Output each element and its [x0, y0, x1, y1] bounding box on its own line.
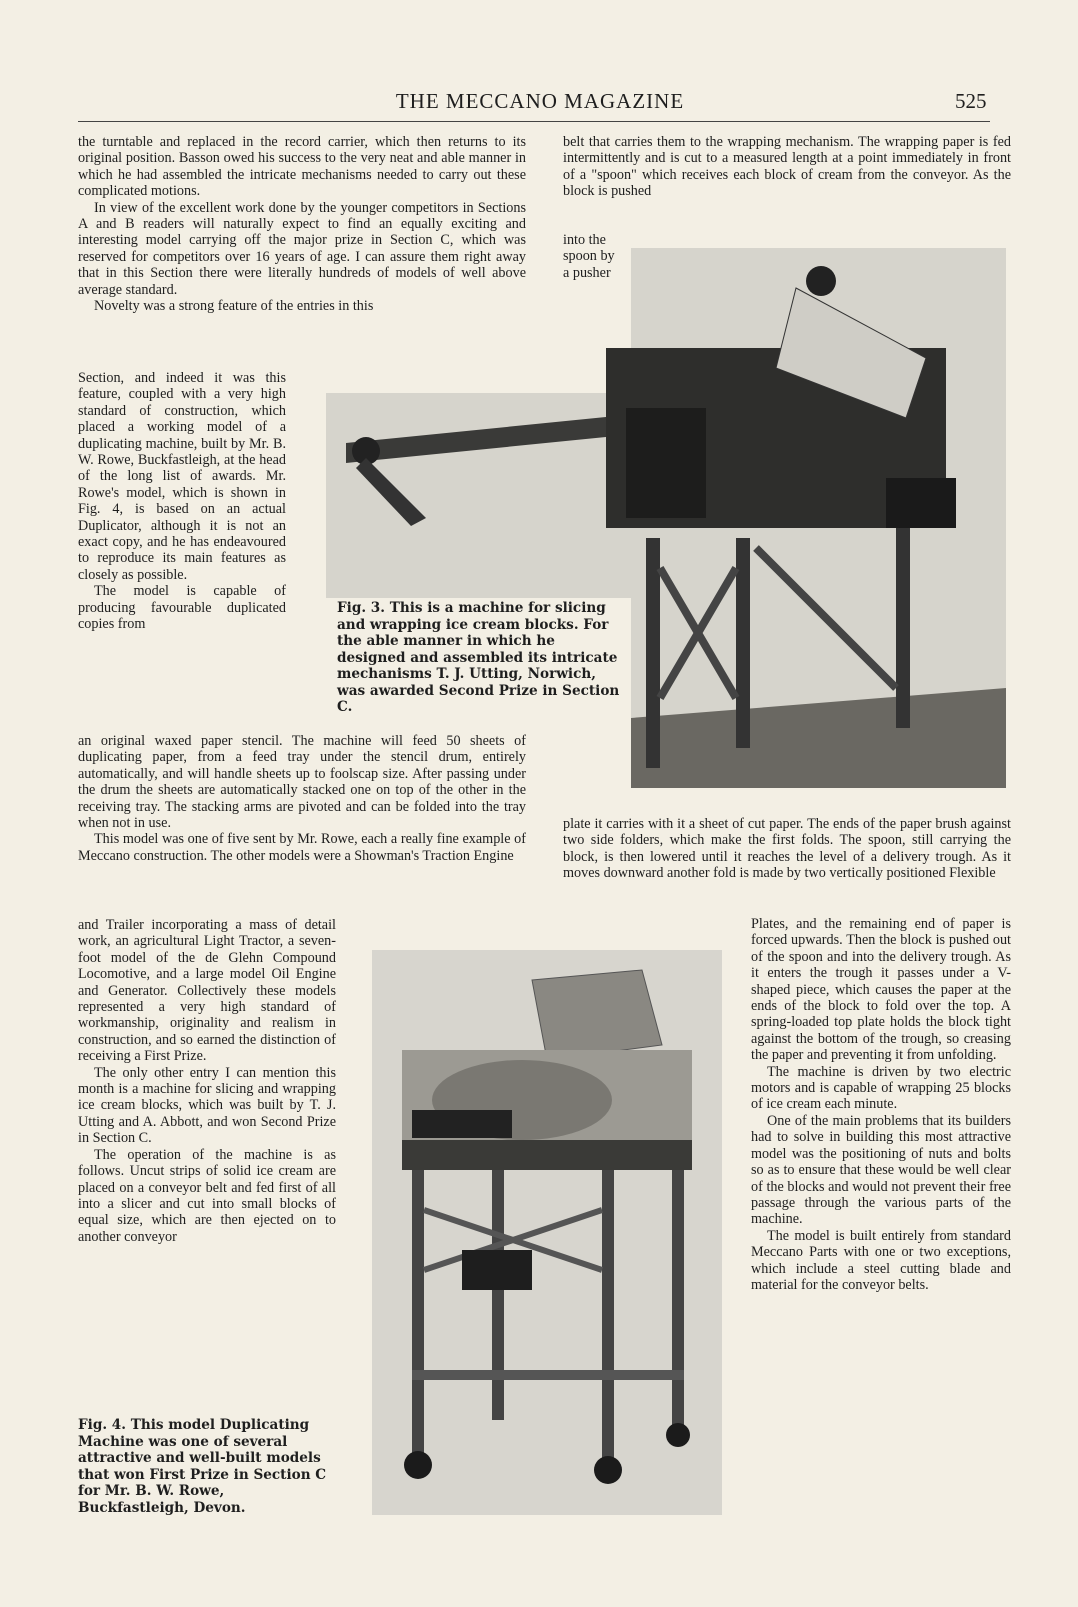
- paragraph: into the spoon by a pusher: [563, 232, 615, 281]
- magazine-title: THE MECCANO MAGAZINE: [395, 89, 685, 113]
- paragraph: the turntable and replaced in the record carrier, which then returns to its original position. Basson owed his success to the very neat and able manner in which he had assembled the intricate mechanisms needed to carry out these complicated motions.: [78, 134, 526, 200]
- paragraph: belt that carries them to the wrapping mechanism. The wrapping paper is fed intermittently and is cut to a measured length at a point immediately in front of a "spoon" which receives each block of cream from the conveyor. As the block is pushed: [563, 134, 1011, 200]
- paragraph: One of the main problems that its builders had to solve in building this most attractive model was the positioning of nuts and bolts so as to ensure that these would be well clear of the blocks and would not prevent their free passage through the various parts of the machine.: [751, 1112, 1011, 1228]
- paragraph: This model was one of five sent by Mr. Rowe, each a really fine example of Meccano construction. The other models were a Showman's Traction Engine: [78, 831, 526, 864]
- fig4-photo: [372, 950, 722, 1515]
- paragraph: Section, and indeed it was this feature, coupled with a very high standard of construction, which placed a working model of a duplicating machine, built by Mr. B. W. Rowe, Buckfastleigh, at the head of the long list of awards. Mr. Rowe's model, which is shown in Fig. 4, is based on an actual Duplicator, although it is not an exact copy, and he has endeavoured to reproduce its main features as closely as possible.: [78, 370, 286, 583]
- right-column-middle: [563, 816, 1011, 882]
- paragraph: Novelty was a strong feature of the entries in this: [94, 298, 374, 315]
- paragraph: The model is built entirely from standard Meccano Parts with one or two exceptions, which include a steel cutting blade and material for the conveyor belts.: [751, 1227, 1011, 1293]
- fig3-photo: [326, 248, 1006, 788]
- paragraph: and Trailer incorporating a mass of detail work, an agricultural Light Tractor, a seven-foot model of the de Glehn Compound Locomotive, and a large model Oil Engine and Generator. Collectively these models represented a very high standard of workmanship, originality and realism in construction, and so earned the distinction of receiving a First Prize.: [78, 917, 336, 1065]
- right-column-lower: [751, 916, 1011, 1293]
- paragraph: The machine is driven by two electric motors and is capable of wrapping 25 blocks of ice cream each minute.: [751, 1063, 1011, 1113]
- paragraph: plate it carries with it a sheet of cut paper. The ends of the paper brush against two side folders, which make the first folds. The spoon, still carrying the block, is then lowered until it reaches the level of a delivery trough. As it moves downward another fold is made by two vertically positioned Flexible: [563, 816, 1011, 882]
- paragraph: Plates, and the remaining end of paper is forced upwards. Then the block is pushed out of the spoon and into the delivery trough. As it enters the trough it passes under a V-shaped piece, which causes the paper at the ends of the block to fold over the top. A spring-loaded top plate holds the block tight against the bottom of the trough, so creasing the paper and preventing it from unfolding.: [751, 916, 1011, 1064]
- fig4-caption: Fig. 4. This model Duplicating Machine was one of several attractive and well-built models that won First Prize in Section C for Mr. B. W. Rowe, Buckfastleigh, Devon.: [78, 1417, 327, 1516]
- right-column-top: [563, 134, 1011, 200]
- paragraph: The operation of the machine is as follows. Uncut strips of solid ice cream are placed on a conveyor belt and fed first of all into a slicer and cut into small blocks of equal size, which are then ejected on to another conveyor: [78, 1146, 336, 1245]
- duplicating-machine-image: [372, 950, 722, 1515]
- paragraph: The model is capable of producing favourable duplicated copies from: [78, 583, 286, 633]
- paragraph: The only other entry I can mention this month is a machine for slicing and wrapping ice cream blocks, which was built by T. J. Utting and A. Abbott, and won Second Prize in Section C.: [78, 1064, 336, 1147]
- page-number: 525: [955, 89, 987, 113]
- header-rule: [78, 121, 990, 122]
- fig3-caption: Fig. 3. This is a machine for slicing and wrapping ice cream blocks. For the able manner in which he designed and assembled its intricate mechanisms T. J. Utting, Norwich, was awarded Second Prize in Section C.: [337, 600, 620, 715]
- left-column-narrow: [78, 370, 286, 633]
- ice-cream-machine-image: [326, 248, 1006, 788]
- left-column-lower: [78, 917, 336, 1245]
- paragraph: an original waxed paper stencil. The machine will feed 50 sheets of duplicating paper, from a feed tray under the stencil drum, entirely automatically, and will handle sheets up to foolscap size. After passing under the drum the sheets are automatically stacked one on top of the other in the receiving tray. The stacking arms are pivoted and can be folded into the tray when not in use.: [78, 733, 526, 832]
- paragraph: In view of the excellent work done by the younger competitors in Sections A and B readers will naturally expect to find an equally exciting and interesting model carrying off the major prize in Section C, which was reserved for competitors over 16 years of age. I can assure them right away that in this Section there were literally hundreds of models of well above average standard.: [78, 199, 526, 298]
